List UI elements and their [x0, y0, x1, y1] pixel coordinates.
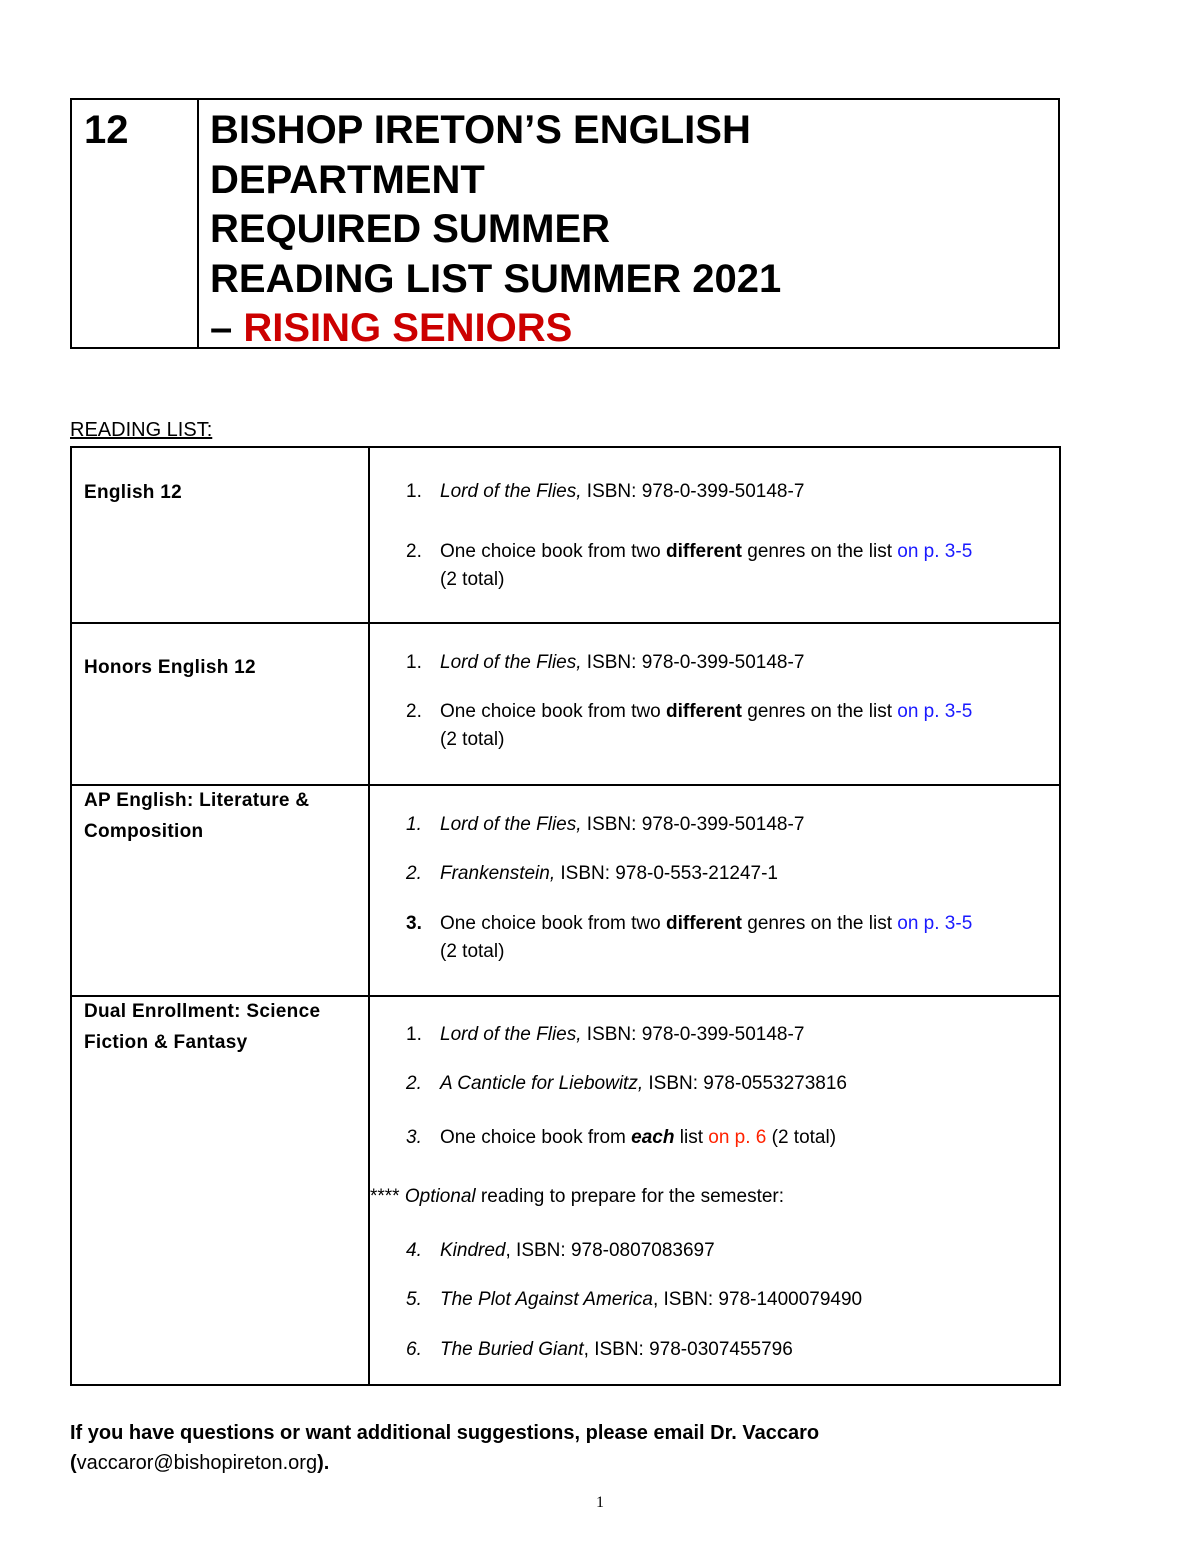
item-number: 5.: [406, 1289, 422, 1310]
title-line: [210, 304, 1048, 354]
item-text: (2 total): [440, 941, 505, 962]
note-text: reading to prepare for the semester:: [475, 1186, 785, 1207]
course-name: Honors English 12: [84, 657, 256, 678]
book-title: The Plot Against America: [440, 1289, 653, 1310]
isbn: , ISBN: 978-0807083697: [505, 1240, 715, 1261]
isbn: ISBN: 978-0-399-50148-7: [581, 481, 805, 502]
grade-cell: [72, 100, 199, 347]
isbn: ISBN: 978-0-399-50148-7: [581, 1024, 805, 1045]
item-number: 1.: [406, 652, 422, 673]
reading-list-label: READING LIST:: [70, 419, 213, 441]
contact-note: [70, 1418, 819, 1478]
book-title: Lord of the Flies,: [440, 652, 582, 673]
item-text: One choice book from two: [440, 913, 666, 934]
paren: (: [70, 1452, 77, 1474]
item-number: 2.: [406, 863, 422, 884]
item-number: 2.: [406, 541, 422, 562]
item-text: One choice book from two: [440, 541, 666, 562]
page-reference-link[interactable]: on p. 3-5: [897, 541, 973, 562]
item-emphasis: each: [631, 1127, 675, 1148]
optional-note: [370, 1183, 784, 1211]
title-line: READING LIST SUMMER 2021: [210, 256, 782, 301]
item-text: genres on the list: [742, 541, 898, 562]
item-text: One choice book from two: [440, 701, 666, 722]
book-title: Frankenstein,: [440, 863, 556, 884]
item-number: 1.: [406, 481, 422, 502]
title-line: BISHOP IRETON’S ENGLISH: [210, 108, 751, 152]
course-name: [84, 785, 309, 847]
contact-text: If you have questions or want additional suggestions, please email Dr. Vaccaro: [70, 1422, 820, 1444]
header-table: [70, 98, 1060, 349]
book-title: Kindred: [440, 1240, 506, 1261]
course-name: [84, 996, 320, 1058]
course-name-line: Fiction & Fantasy: [84, 1032, 248, 1053]
book-title: Lord of the Flies,: [440, 481, 582, 502]
item-text: genres on the list: [742, 913, 898, 934]
title-dash: –: [210, 306, 244, 350]
title-line: DEPARTMENT: [210, 157, 485, 202]
title-line: REQUIRED SUMMER: [210, 207, 611, 251]
page-title: [210, 106, 1048, 354]
item-number: 2.: [406, 1073, 422, 1094]
note-emphasis: Optional: [404, 1186, 476, 1207]
note-stars: ****: [370, 1186, 405, 1207]
page-reference-link[interactable]: on p. 3-5: [897, 701, 973, 722]
item-emphasis: different: [666, 701, 742, 722]
reading-list-table: [70, 446, 1061, 1386]
item-number: 4.: [406, 1240, 422, 1261]
item-number: 6.: [406, 1339, 422, 1360]
isbn: ISBN: 978-0-553-21247-1: [555, 863, 778, 884]
item-text: list: [674, 1127, 709, 1148]
item-number: 1.: [406, 814, 422, 835]
item-emphasis: different: [666, 913, 742, 934]
course-name: English 12: [84, 482, 183, 503]
item-emphasis: different: [666, 541, 742, 562]
item-text: (2 total): [440, 569, 505, 590]
item-text: (2 total): [766, 1127, 837, 1148]
isbn: , ISBN: 978-0307455796: [583, 1339, 793, 1360]
table-row: [72, 448, 1059, 622]
isbn: , ISBN: 978-1400079490: [652, 1289, 863, 1310]
book-title: Lord of the Flies,: [440, 814, 582, 835]
page-number: 1: [596, 1494, 604, 1511]
isbn: ISBN: 978-0553273816: [643, 1073, 847, 1094]
course-name-line: Dual Enrollment: Science: [84, 1001, 321, 1022]
paren: ).: [317, 1452, 330, 1474]
email-link[interactable]: vaccaror@bishopireton.org: [76, 1452, 318, 1474]
book-title: A Canticle for Liebowitz,: [440, 1073, 644, 1094]
book-title: Lord of the Flies,: [440, 1024, 582, 1045]
item-number: 3.: [406, 913, 422, 934]
isbn: ISBN: 978-0-399-50148-7: [581, 652, 805, 673]
page-reference-link[interactable]: on p. 3-5: [897, 913, 973, 934]
course-name-line: AP English: Literature &: [84, 790, 310, 811]
item-number: 1.: [406, 1024, 422, 1045]
table-row: [72, 995, 1059, 1384]
course-name-line: Composition: [84, 821, 204, 842]
isbn: ISBN: 978-0-399-50148-7: [581, 814, 805, 835]
item-number: 3.: [406, 1127, 422, 1148]
item-text: (2 total): [440, 729, 505, 750]
table-row: [72, 622, 1059, 784]
table-row: [72, 784, 1059, 995]
subtitle: RISING SENIORS: [243, 306, 573, 350]
book-title: The Buried Giant: [440, 1339, 584, 1360]
item-number: 2.: [406, 701, 422, 722]
page-reference-link[interactable]: on p. 6: [708, 1127, 767, 1148]
grade-number: 12: [84, 108, 129, 152]
item-text: One choice book from: [440, 1127, 632, 1148]
item-text: genres on the list: [742, 701, 898, 722]
